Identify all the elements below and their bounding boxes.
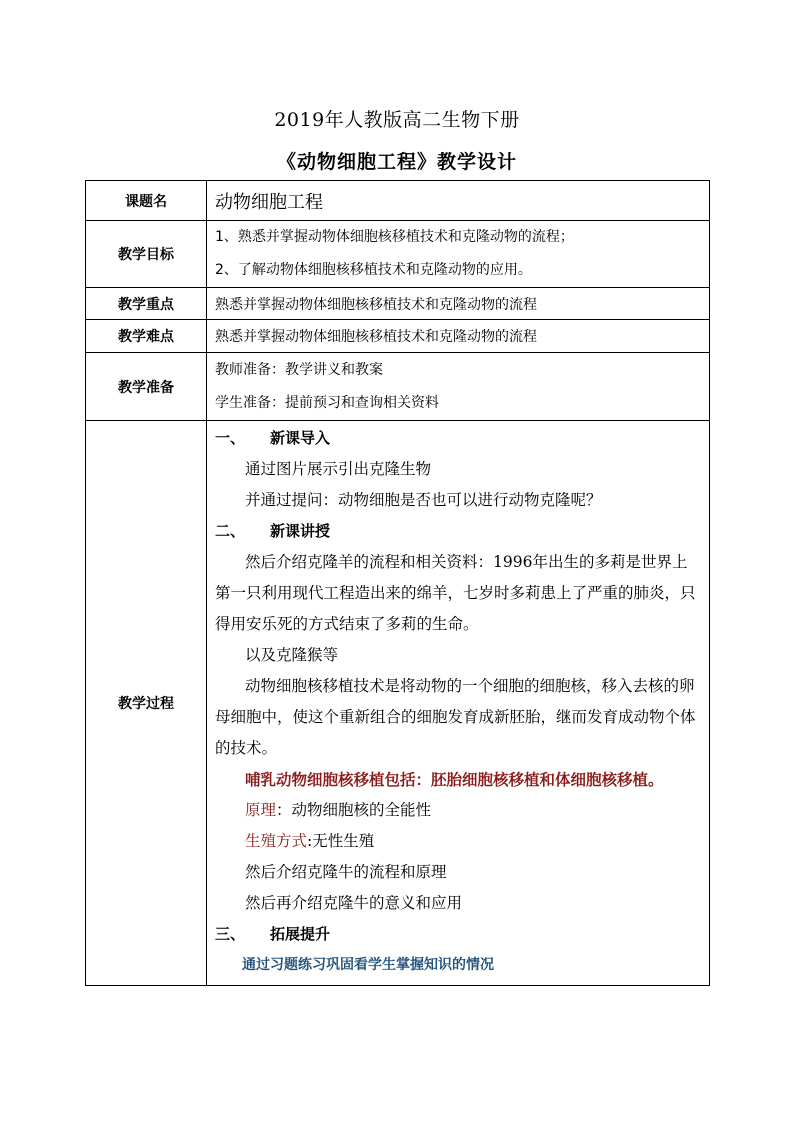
process-paragraph: 动物细胞核移植技术是将动物的一个细胞的细胞核，移入去核的卵母细胞中，使这个重新组合的细胞发育成新胚胎，继而发育成动物个体的技术。	[215, 677, 696, 757]
reproduction-value: :无性生殖	[307, 832, 375, 850]
section-number: 一、	[215, 429, 246, 447]
table-row-process	[86, 421, 710, 986]
objectives-label: 教学目标	[86, 221, 207, 288]
key-points-label: 教学重点	[86, 288, 207, 320]
process-paragraph: 然后介绍克隆羊的流程和相关资料：1996年出生的多莉是世界上第一只利用现代工程造出来的绵羊，七岁时多莉患上了严重的肺炎，只得用安乐死的方式结束了多莉的生命。	[215, 553, 696, 633]
reproduction-label: 生殖方式	[245, 832, 308, 850]
exercise-line: 通过习题练习巩固看学生掌握知识的情况	[242, 957, 494, 973]
section-number: 三、	[215, 925, 246, 943]
process-cell	[207, 421, 710, 986]
objective-item-2: 2、了解动物体细胞核移植技术和克隆动物的应用。	[215, 262, 532, 278]
section-heading-extension	[215, 919, 701, 950]
table-row-preparation	[86, 353, 710, 421]
objectives-cell	[207, 221, 710, 288]
section-title: 新课导入	[270, 429, 331, 447]
mammal-nuclear-transfer-line: 哺乳动物细胞核移植包括：胚胎细胞核移植和体细胞核移植。	[245, 770, 664, 789]
process-line: 通过图片展示引出克隆生物	[245, 460, 432, 478]
section-title: 拓展提升	[270, 925, 331, 943]
process-line: 以及克隆猴等	[245, 646, 339, 664]
section-title: 新课讲授	[270, 522, 331, 540]
difficulties-label: 教学难点	[86, 320, 207, 353]
principle-value: ：动物细胞核的全能性	[276, 801, 432, 819]
topic-value: 动物细胞工程	[207, 181, 710, 221]
preparation-cell	[207, 353, 710, 421]
principle-label: 原理	[245, 801, 277, 819]
student-preparation: 学生准备：提前预习和查询相关资料	[215, 394, 439, 411]
section-number: 二、	[215, 522, 246, 540]
key-points-value: 熟悉并掌握动物体细胞核移植技术和克隆动物的流程	[207, 288, 710, 320]
objective-item-1: 1、熟悉并掌握动物体细胞核移植技术和克隆动物的流程；	[215, 229, 574, 245]
section-heading-intro	[215, 423, 701, 454]
process-line: 然后介绍克隆牛的流程和原理	[245, 863, 447, 881]
table-row-objectives	[86, 221, 710, 288]
preparation-label: 教学准备	[86, 353, 207, 421]
reproduction-line	[215, 826, 701, 857]
difficulties-value: 熟悉并掌握动物体细胞核移植技术和克隆动物的流程	[207, 320, 710, 353]
principle-line	[215, 795, 701, 826]
table-row-topic	[86, 181, 710, 221]
table-row-key-points	[86, 288, 710, 320]
lesson-plan-table	[85, 180, 710, 986]
process-line: 然后再介绍克隆牛的意义和应用	[245, 894, 463, 912]
document-subtitle: 《动物细胞工程》教学设计	[276, 151, 517, 173]
process-label: 教学过程	[86, 421, 207, 986]
topic-label: 课题名	[86, 181, 207, 221]
process-line: 并通过提问：动物细胞是否也可以进行动物克隆呢？	[245, 491, 602, 509]
document-title: 2019年人教版高二生物下册	[274, 109, 520, 131]
teacher-preparation: 教师准备：教学讲义和教案	[215, 361, 383, 378]
table-row-difficulties	[86, 320, 710, 353]
section-heading-lecture	[215, 516, 701, 547]
